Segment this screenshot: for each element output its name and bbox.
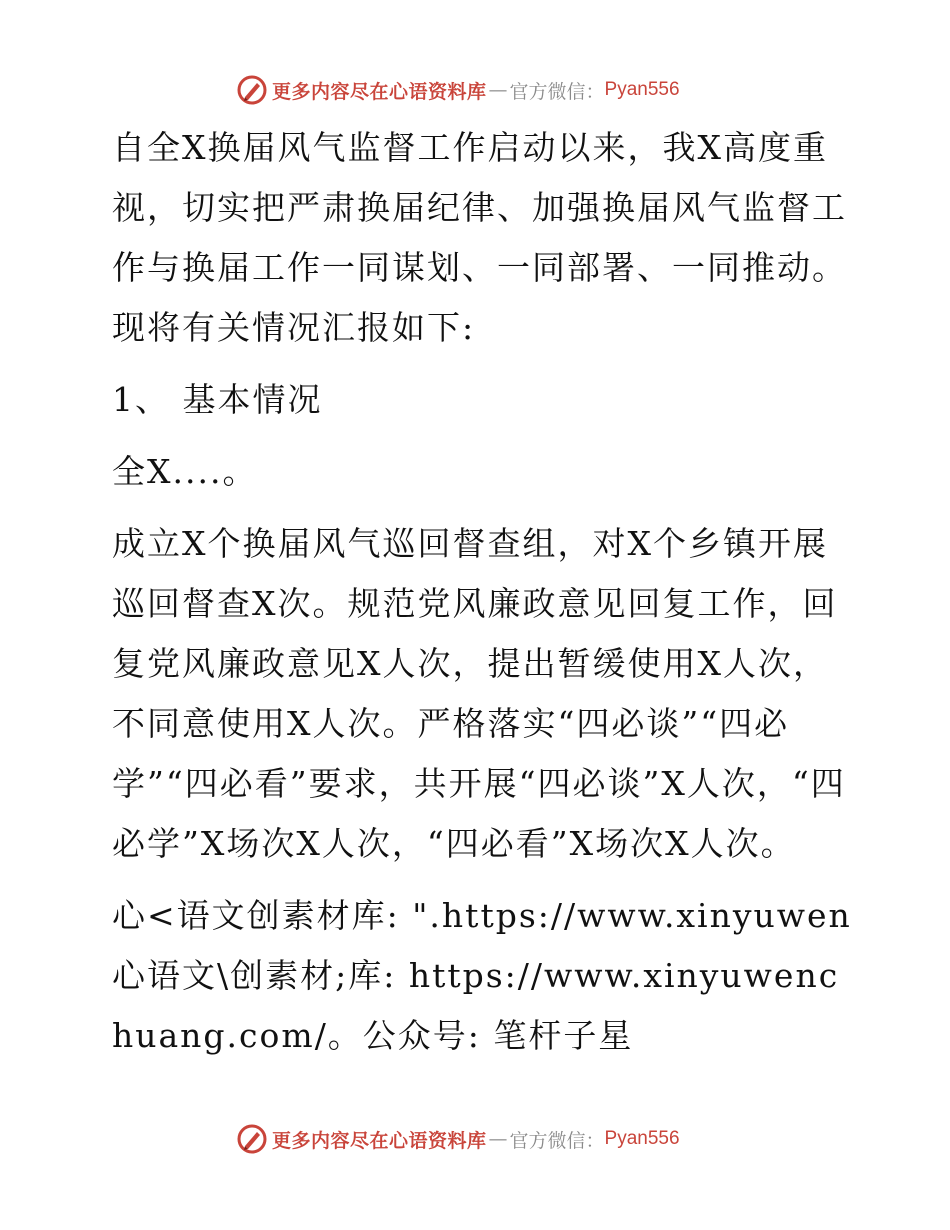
- banner-wechat-id: Pyan556: [604, 1128, 680, 1149]
- banner-dash: —: [488, 79, 508, 101]
- pen-logo-icon: [236, 74, 268, 106]
- banner-wechat-id: Pyan556: [604, 79, 680, 100]
- pen-logo-icon: [236, 1123, 268, 1155]
- header-banner: [236, 72, 680, 108]
- section-heading: 1、 基本情况: [112, 380, 323, 419]
- banner-site-text: 更多内容尽在心语资料库: [272, 1129, 487, 1152]
- footer-banner: [236, 1121, 680, 1157]
- paragraph-intro: 自全X换届风气监督工作启动以来，我X高度重视，切实把严肃换届纪律、加强换届风气监督工作与换届工作一同谋划、一同部署、一同推动。现将有关情况汇报如下:: [112, 128, 847, 347]
- banner-site-text: 更多内容尽在心语资料库: [272, 80, 487, 103]
- document-body: [98, 118, 858, 1078]
- paragraph-source: 心<语文创素材库: ".https://www.xinyuwen心语文\创素材;库: https://www.xinyuwenchuang.com/。公众号: 笔杆子星: [112, 896, 852, 1055]
- banner-dash: —: [488, 1128, 508, 1150]
- banner-wechat-label: 官方微信：: [509, 80, 605, 103]
- paragraph-details: 成立X个换届风气巡回督查组，对X个乡镇开展巡回督查X次。规范党风廉政意见回复工作，回复党风廉政意见X人次，提出暂缓使用X人次，不同意使用X人次。严格落实“四必谈”“四必学”“四必看”要求，共开展“四必谈”X人次，“四必学”X场次X人次，“四必看”X场次X人次。: [112, 524, 846, 863]
- paragraph-summary: 全X....。: [112, 452, 258, 491]
- banner-wechat-label: 官方微信：: [509, 1129, 605, 1152]
